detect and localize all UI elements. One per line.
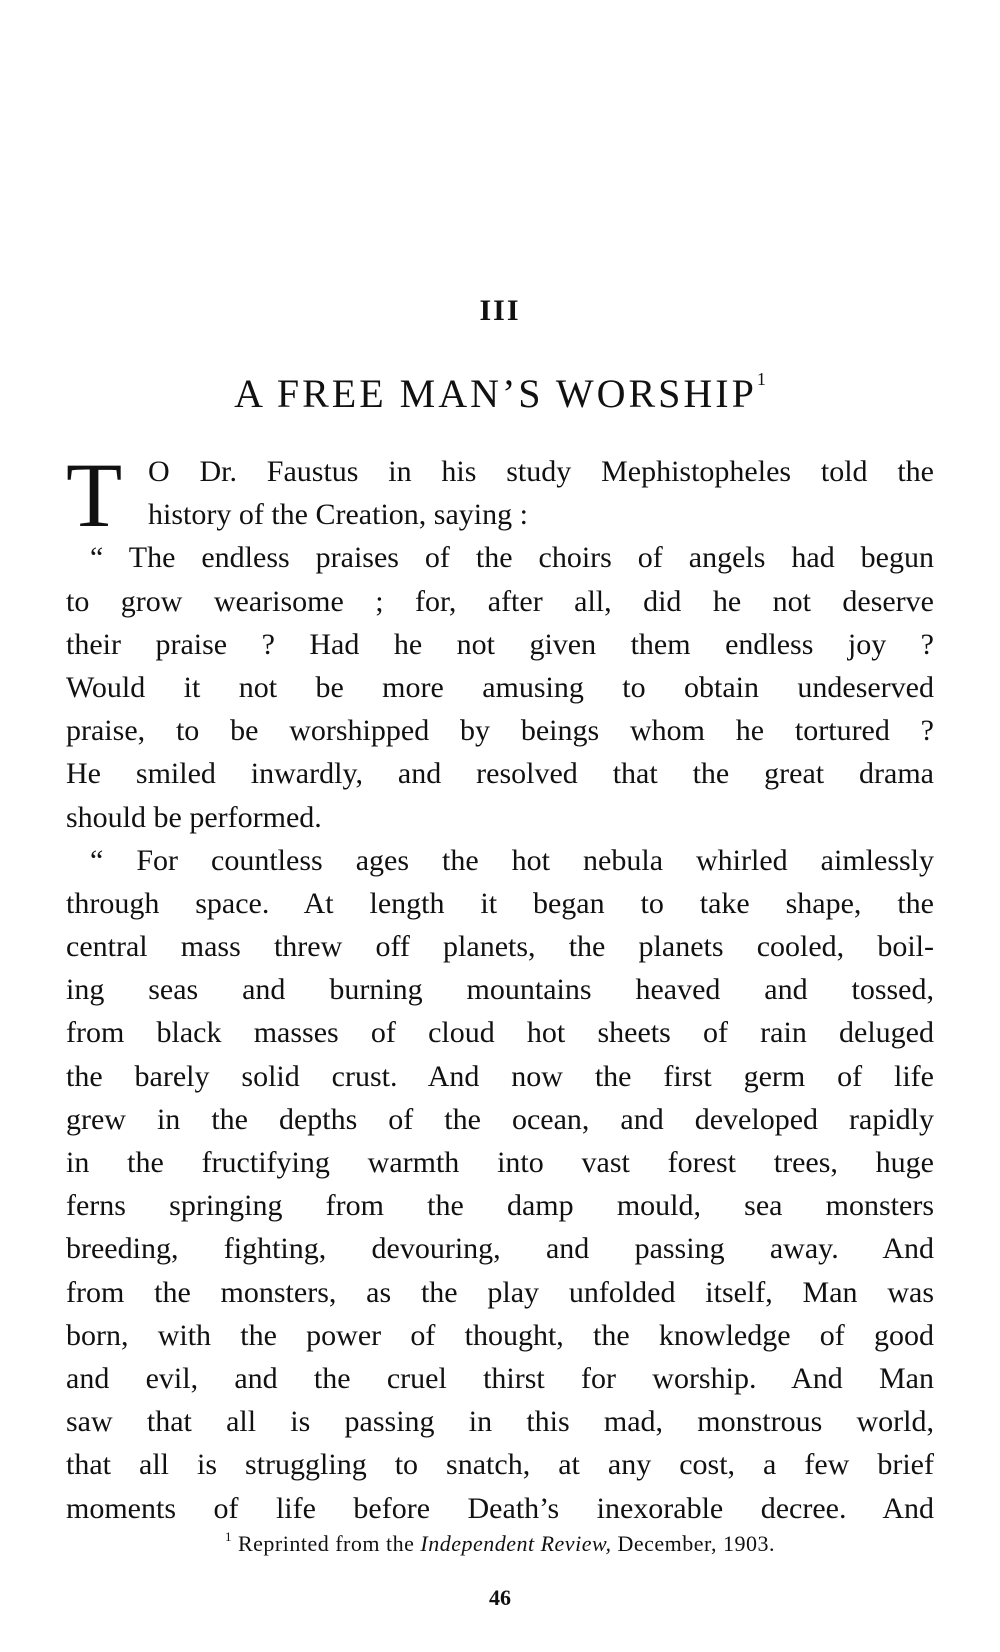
text-line: and evil, and the cruel thirst for worship. And Man — [66, 1361, 934, 1395]
footnote-reference: 1 — [756, 369, 766, 389]
text-line: praise, to be worshipped by beings whom he tortured ? — [66, 714, 934, 748]
text-line: Would it not be more amusing to obtain undeserved — [66, 670, 934, 704]
text-line: “ For countless ages the hot nebula whirled aimlessly — [90, 843, 934, 877]
chapter-title — [0, 369, 1000, 416]
text-line: that all is struggling to snatch, at any cost, a few brief — [66, 1448, 934, 1482]
text-line: ing seas and burning mountains heaved and tossed, — [66, 973, 934, 1007]
text-line: in the fructifying warmth into vast forest trees, huge — [66, 1146, 934, 1179]
footnote-date: December, 1903. — [617, 1531, 776, 1556]
footnote — [0, 1531, 1000, 1557]
text-line: should be performed. — [66, 800, 322, 834]
text-line: born, with the power of thought, the knowledge of good — [66, 1318, 934, 1352]
text-line: breeding, fighting, devouring, and passing away. And — [66, 1232, 934, 1266]
text-line: central mass threw off planets, the planets cooled, boil- — [66, 930, 934, 964]
text-line: saw that all is passing in this mad, monstrous world, — [66, 1405, 934, 1439]
text-line: history of the Creation, saying : — [148, 498, 528, 532]
page-number: 46 — [489, 1585, 511, 1610]
chapter-number: III — [479, 294, 521, 327]
text-line: their praise ? Had he not given them endless joy ? — [66, 627, 934, 661]
text-line: He smiled inwardly, and resolved that the great drama — [66, 757, 934, 791]
text-line: O Dr. Faustus in his study Mephistopheles told the — [148, 455, 934, 488]
text-line: through space. At length it began to take shape, the — [66, 886, 934, 920]
text-line: “ The endless praises of the choirs of angels had begun — [90, 541, 934, 575]
text-line: to grow wearisome ; for, after all, did he not deserve — [66, 584, 934, 618]
footnote-prefix: Reprinted from the — [237, 1531, 415, 1556]
text-line: grew in the depths of the ocean, and developed rapidly — [66, 1102, 934, 1136]
chapter-title-text: A FREE MAN’S WORSHIP — [234, 371, 757, 416]
text-line: ferns springing from the damp mould, sea monsters — [66, 1189, 934, 1223]
text-line: from black masses of cloud hot sheets of rain deluged — [66, 1016, 934, 1050]
drop-cap: T — [66, 444, 123, 546]
text-line: from the monsters, as the play unfolded itself, Man was — [66, 1275, 934, 1309]
body-text — [66, 444, 934, 1530]
text-line: the barely solid crust. And now the first germ of life — [66, 1059, 934, 1093]
footnote-marker: 1 — [224, 1529, 232, 1544]
footnote-source: Independent Review, — [420, 1531, 612, 1556]
text-line: moments of life before Death’s inexorable decree. And — [66, 1491, 934, 1525]
